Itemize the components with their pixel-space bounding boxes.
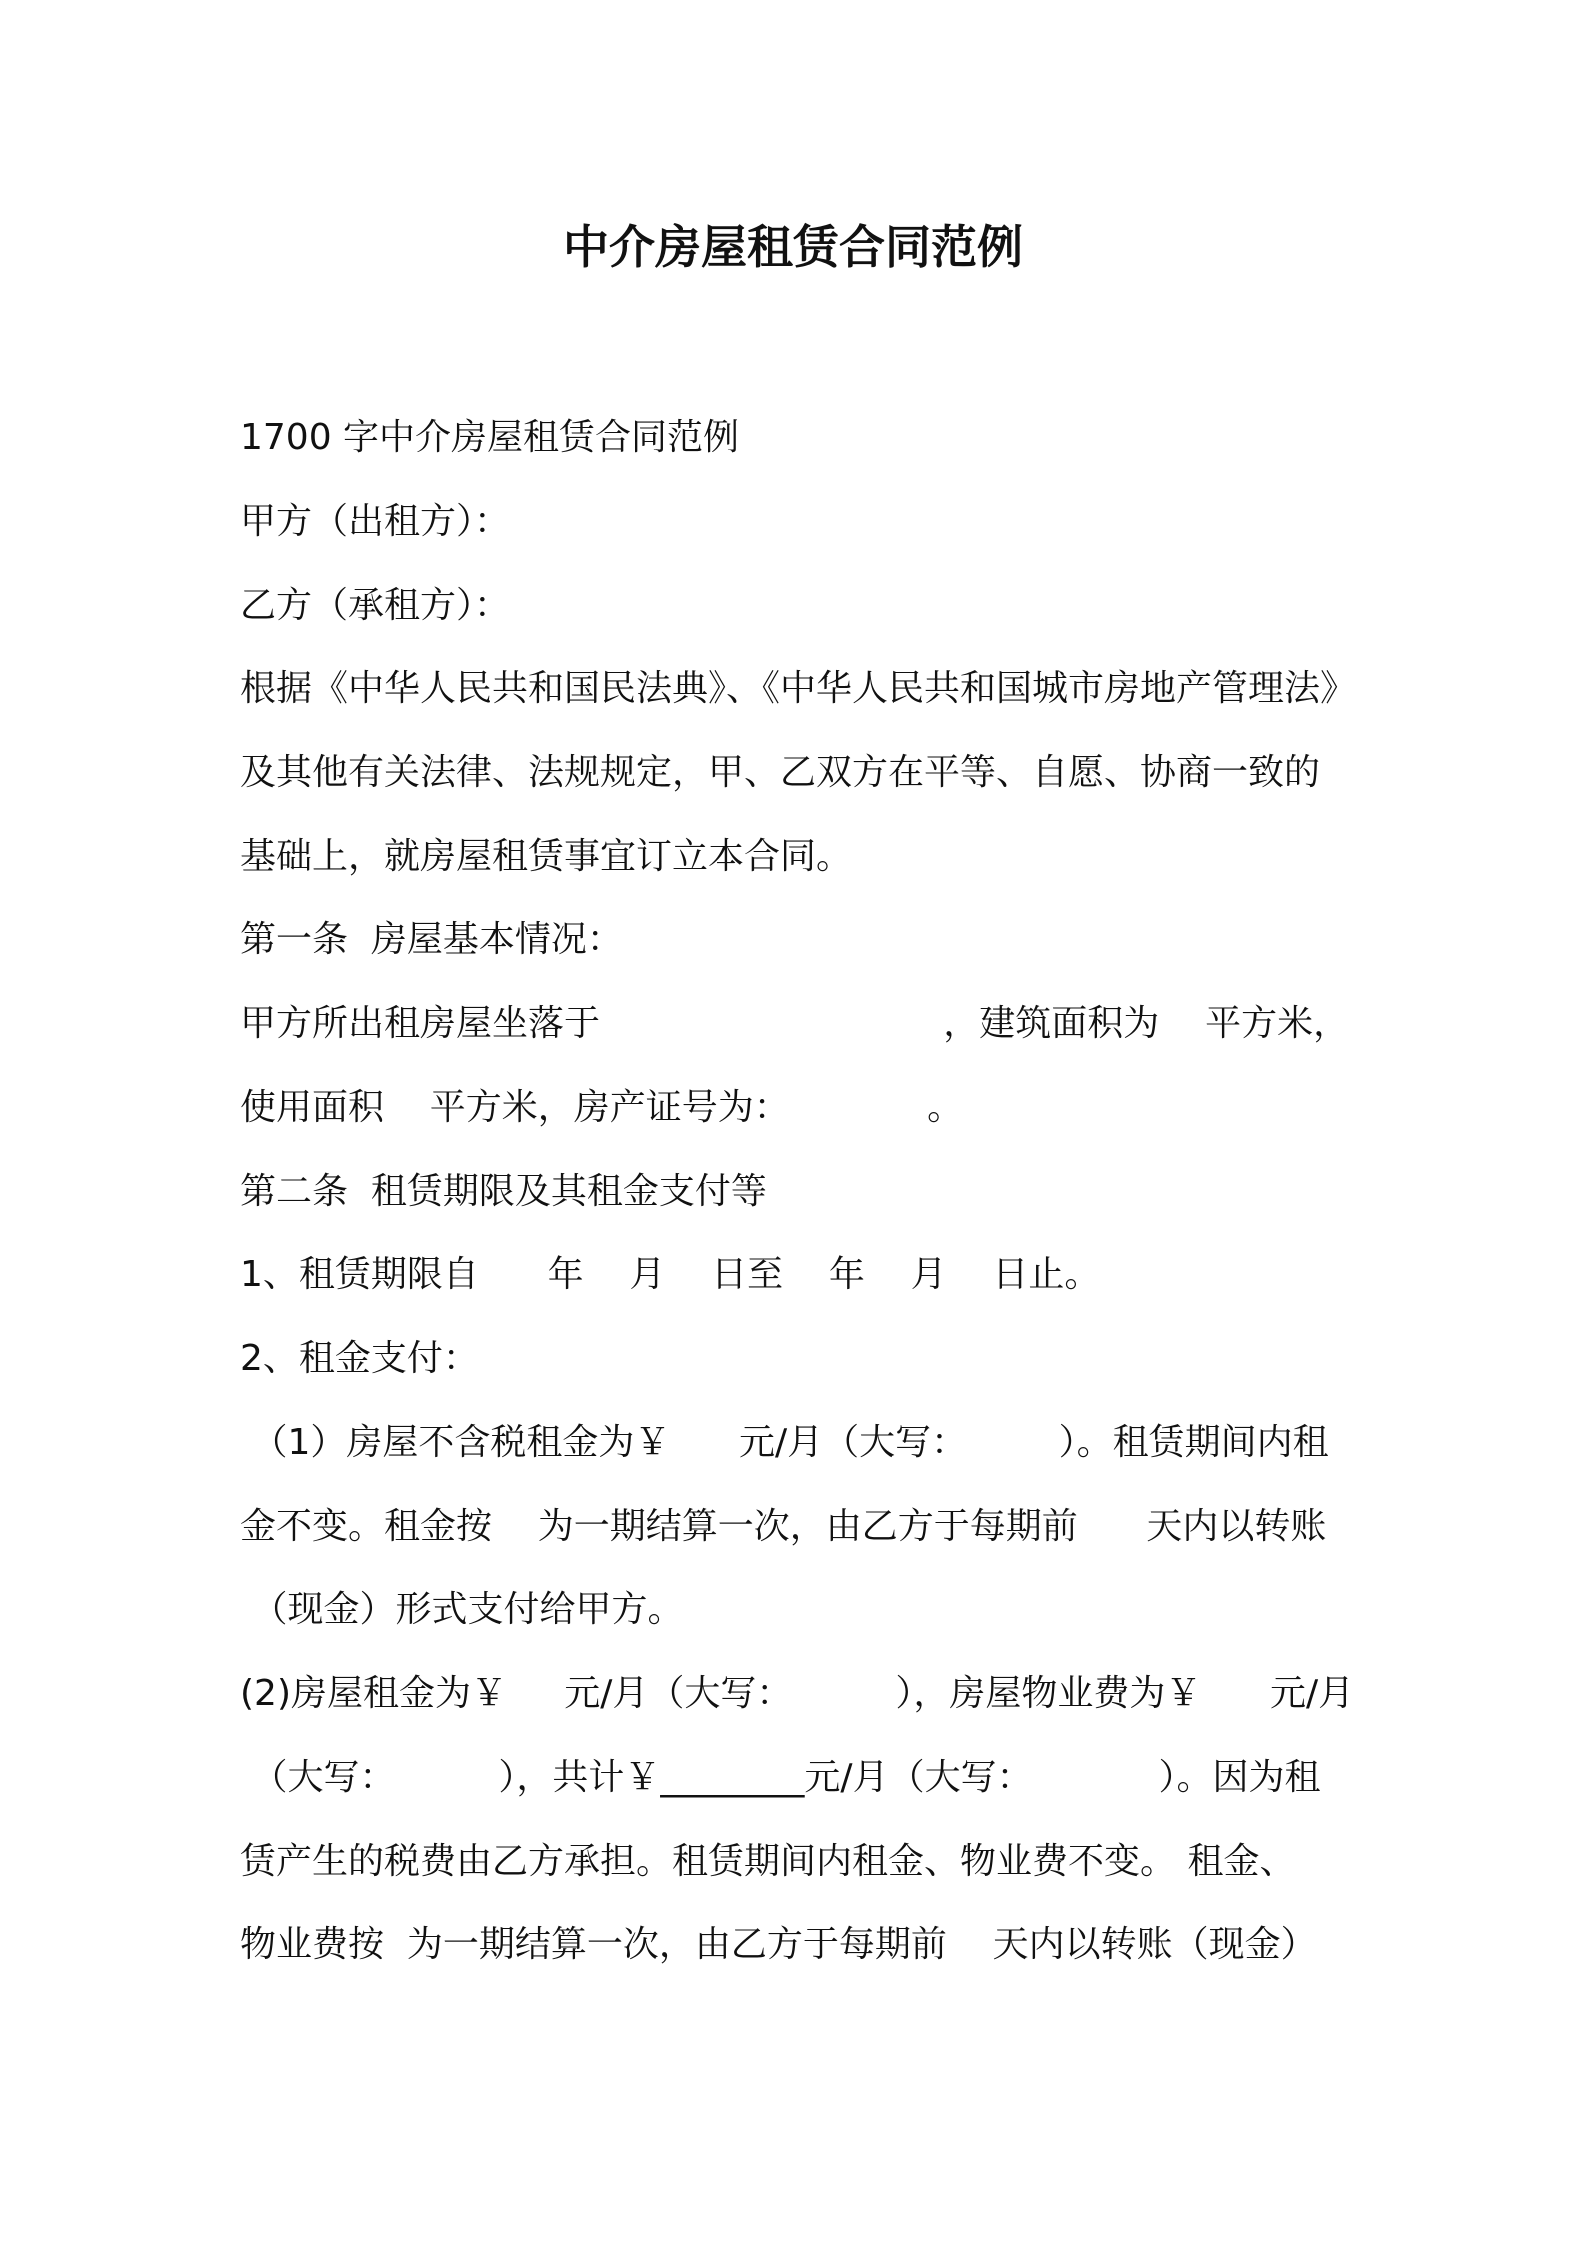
lease-term-line: 1、租赁期限自 年 月 日至 年 月 日止。 (240, 1254, 1101, 1295)
rent-clause-two-line: (2)房屋租金为￥ 元/月（大写： ），房屋物业费为￥ 元/月 (240, 1673, 1355, 1714)
rent-clause-two-line: 赁产生的税费由乙方承担。租赁期间内租金、物业费不变。 租金、 (240, 1841, 1296, 1882)
article-one-text-line: 使用面积 平方米，房产证号为： 。 (240, 1087, 964, 1128)
document-subtitle: 1700 字中介房屋租赁合同范例 (240, 417, 740, 458)
article-one-heading: 第一条 房屋基本情况： (240, 919, 623, 960)
party-a-line: 甲方（出租方）： (240, 501, 511, 542)
document-title: 中介房屋租赁合同范例 (563, 220, 1023, 274)
rent-payment-heading: 2、租金支付： (240, 1338, 479, 1379)
article-one-text-line: 甲方所出租房屋坐落于 ，建筑面积为 平方米， (240, 1003, 1350, 1044)
article-two-heading: 第二条 租赁期限及其租金支付等 (240, 1171, 767, 1212)
rent-clause-one-line: 金不变。租金按 为一期结算一次，由乙方于每期前 天内以转账 (240, 1506, 1327, 1547)
party-b-line: 乙方（承租方）： (240, 585, 511, 626)
rent-clause-one-line: （现金）形式支付给甲方。 (240, 1589, 684, 1630)
rent-clause-one-line: （1）房屋不含税租金为￥ 元/月（大写： ）。租赁期间内租 (240, 1422, 1329, 1463)
preamble-line: 根据《中华人民共和国民法典》、《中华人民共和国城市房地产管理法》 (240, 668, 1357, 709)
preamble-line: 基础上，就房屋租赁事宜订立本合同。 (240, 836, 853, 877)
rent-clause-two-line: 物业费按 为一期结算一次，由乙方于每期前 天内以转账（现金） (240, 1924, 1317, 1965)
preamble-line: 及其他有关法律、法规规定，甲、乙双方在平等、自愿、协商一致的 (240, 752, 1321, 793)
rent-clause-two-line: （大写： ），共计￥________元/月（大写： ）。因为租 (240, 1757, 1321, 1798)
